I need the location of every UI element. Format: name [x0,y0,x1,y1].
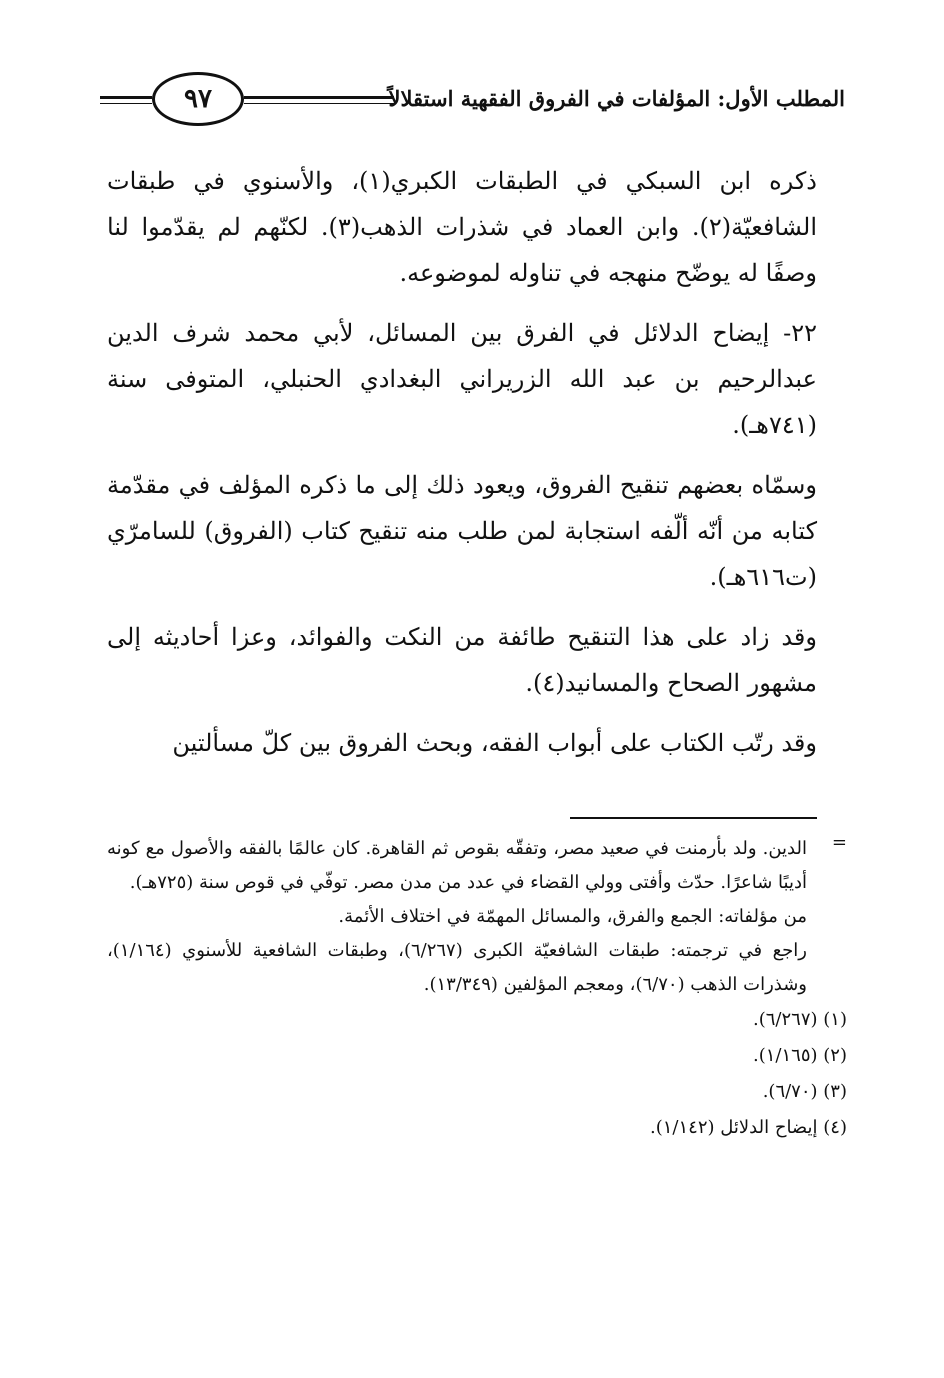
footnote-3: (٣) (٦/٧٠). [762,1081,847,1102]
footnotes [107,832,847,1146]
paragraph: وسمّاه بعضهم تنقيح الفروق، ويعود ذلك إلى ما ذكره المؤلف في مقدّمة كتابه من أنّه ألّفه استجابة لمن طلب منه تنقيح كتاب (الفروق) للسامرّي (ت٦١٦هـ). [107,471,818,591]
header-rule-right-thin [244,103,394,104]
footnote-2: (٢) (١/١٦٥). [753,1045,847,1066]
header-rule-left-thin [100,103,152,104]
footnote-continuation: من مؤلفاته: الجمع والفرق، والمسائل المهمّة في اختلاف الأئمة. [338,906,807,927]
paragraph: وقد زاد على هذا التنقيح طائفة من النكت والفوائد، وعزا أحاديثه إلى مشهور الصحاح والمسانيد(٤). [107,623,817,697]
footnote-1: (١) (٦/٢٦٧). [753,1009,847,1030]
page-number: ٩٧ [152,72,244,126]
footnote-divider [570,817,817,819]
main-text [107,158,817,780]
footnote-continuation-mark: = [831,832,847,853]
footnote-continuation: الدين. ولد بأرمنت في صعيد مصر، وتفقّه بقوص ثم القاهرة. كان عالمًا بالفقه والأصول مع كونه أديبًا شاعرًا. حدّث وأفتى وولي القضاء في عدد من مدن مصر. توفّي في قوص سنة (٧٢٥هـ). [107,838,807,893]
numbered-entry-22: ٢٢- إيضاح الدلائل في الفرق بين المسائل، لأبي محمد شرف الدين عبدالرحيم بن عبد الله الزريراني البغدادي الحنبلي، المتوفى سنة (٧٤١هـ). [107,319,817,439]
running-header [100,72,845,136]
footnote-continuation: راجع في ترجمته: طبقات الشافعيّة الكبرى (٦/٢٦٧)، وطبقات الشافعية للأسنوي (١/١٦٤)، وشذرات الذهب (٦/٧٠)، ومعجم المؤلفين (١٣/٣٤٩). [107,940,807,995]
paragraph: وقد رتّب الكتاب على أبواب الفقه، وبحث الفروق بين كلّ مسألتين [172,729,817,757]
header-rule-right [244,96,394,99]
header-title: المطلب الأول: المؤلفات في الفروق الفقهية استقلالاً [388,86,845,111]
header-rule-left [100,96,152,99]
paragraph: ذكره ابن السبكي في الطبقات الكبري(١)، والأسنوي في طبقات الشافعيّة(٢). وابن العماد في شذرات الذهب(٣). لكنّهم لم يقدّموا لنا وصفًا له يوضّح منهجه في تناوله لموضوعه. [107,167,818,287]
footnote-4: (٤) إيضاح الدلائل (١/١٤٢). [650,1117,847,1138]
